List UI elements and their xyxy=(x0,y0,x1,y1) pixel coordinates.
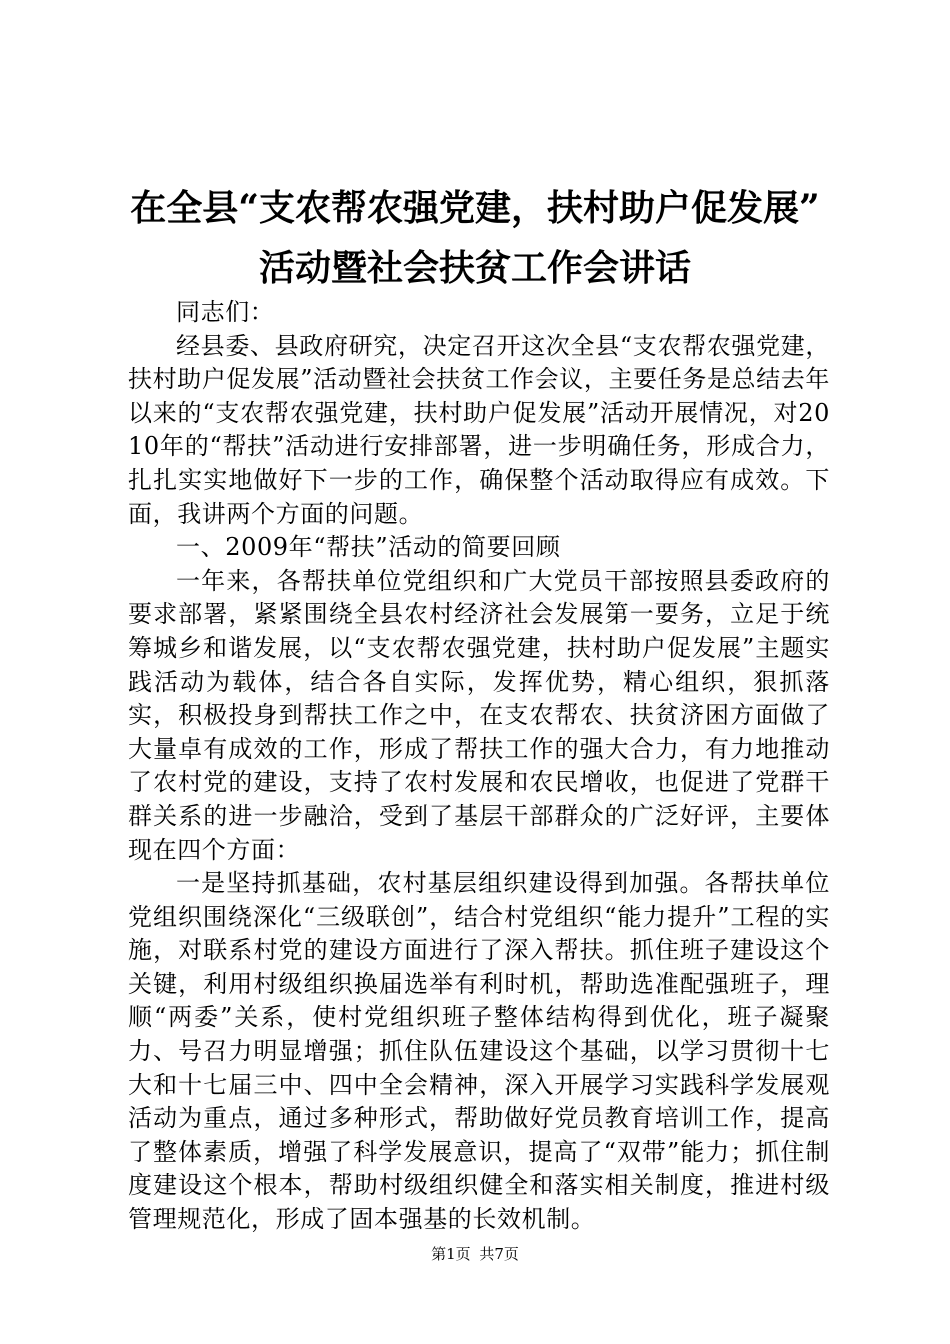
page-total: 共7页 xyxy=(479,1245,519,1263)
page-footer xyxy=(0,1244,950,1264)
paragraph-point-one: 一是坚持抓基础，农村基层组织建设得到加强。各帮扶单位党组织围绕深化“三级联创”，结合村党组织“能力提升”工程的实施，对联系村党的建设方面进行了深入帮扶。抓住班子建设这个关键，利用村级组织换届选举有利时机，帮助选准配强班子，理顺“两委”关系，使村党组织班子整体结构得到优化，班子凝聚力、号召力明显增强；抓住队伍建设这个基础，以学习贯彻十七大和十七届三中、四中全会精神，深入开展学习实践科学发展观活动为重点，通过多种形式，帮助做好党员教育培训工作，提高了整体素质，增强了科学发展意识，提高了“双带”能力；抓住制度建设这个根本，帮助村级组织健全和落实相关制度，推进村级管理规范化，形成了固本强基的长效机制。 xyxy=(128,869,830,1234)
salutation: 同志们： xyxy=(176,298,275,326)
document-title-line-2: 活动暨社会扶贫工作会讲话 xyxy=(258,247,691,289)
paragraph-review: 一年来，各帮扶单位党组织和广大党员干部按照县委政府的要求部署，紧紧围绕全县农村经济社会发展第一要务，立足于统筹城乡和谐发展，以“支农帮农强党建，扶村助户促发展”主题实践活动为载体，结合各自实际，发挥优势，精心组织，狠抓落实，积极投身到帮扶工作之中，在支农帮农、扶贫济困方面做了大量卓有成效的工作，形成了帮扶工作的强大合力，有力地推动了农村党的建设，支持了农村发展和农民增收，也促进了党群干群关系的进一步融洽，受到了基层干部群众的广泛好评，主要体现在四个方面： xyxy=(128,566,830,864)
page-number: 第1页 xyxy=(431,1245,471,1263)
document-title-line-1: 在全县“支农帮农强党建，扶村助户促发展” xyxy=(130,187,820,229)
section-heading: 一、2009年“帮扶”活动的简要回顾 xyxy=(176,533,561,562)
paragraph-intro: 经县委、县政府研究，决定召开这次全县“支农帮农强党建，扶村助户促发展”活动暨社会扶贫工作会议，主要任务是总结去年以来的“支农帮农强党建，扶村助户促发展”活动开展情况，对2010年的“帮扶”活动进行安排部署，进一步明确任务，形成合力，扎扎实实地做好下一步的工作，确保整个活动取得应有成效。下面，我讲两个方面的问题。 xyxy=(128,331,830,528)
document-body xyxy=(128,296,830,1237)
